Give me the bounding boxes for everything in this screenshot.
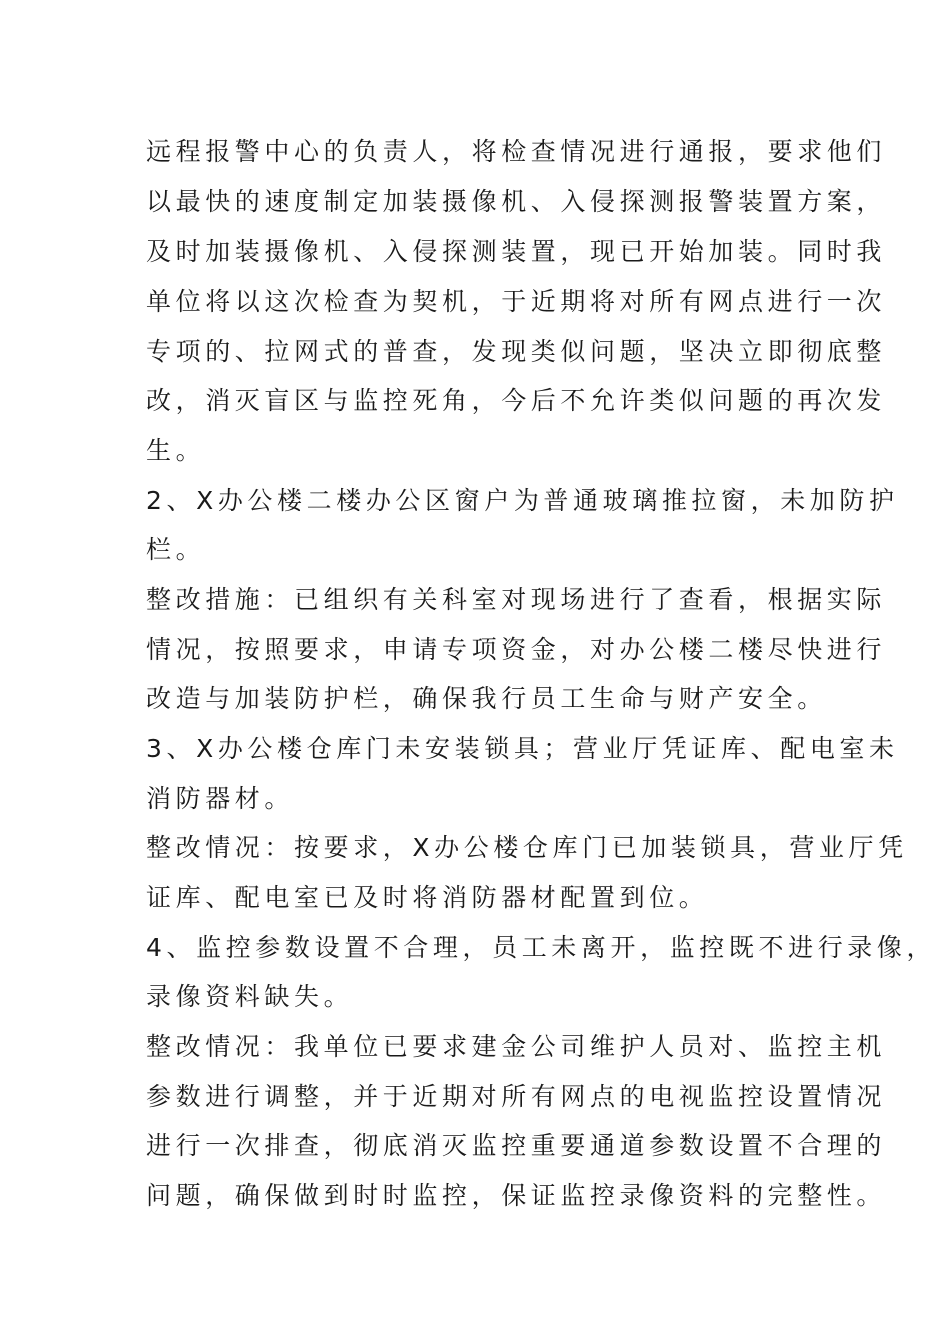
text-line: 以最快的速度制定加装摄像机、入侵探测报警装置方案， xyxy=(146,187,887,216)
text-line: 及时加装摄像机、入侵探测装置，现已开始加装。同时我 xyxy=(146,237,887,266)
text-line: 改，消灭盲区与监控死角，今后不允许类似问题的再次发 xyxy=(146,386,887,415)
text-line: 远程报警中心的负责人，将检查情况进行通报，要求他们 xyxy=(146,137,887,166)
text-line: 栏。 xyxy=(146,535,206,564)
text-line: 3、X办公楼仓库门未安装锁具；营业厅凭证库、配电室未 xyxy=(146,734,899,763)
text-line: 生。 xyxy=(146,436,206,465)
text-line: 整改情况：我单位已要求建金公司维护人员对、监控主机 xyxy=(146,1032,887,1061)
text-line: 问题，确保做到时时监控，保证监控录像资料的完整性。 xyxy=(146,1181,887,1210)
text-line: 整改情况：按要求，X办公楼仓库门已加装锁具，营业厅凭 xyxy=(146,833,908,862)
text-line: 2、X办公楼二楼办公区窗户为普通玻璃推拉窗，未加防护 xyxy=(146,486,899,515)
text-line: 改造与加装防护栏，确保我行员工生命与财产安全。 xyxy=(146,684,827,713)
text-line: 录像资料缺失。 xyxy=(146,982,354,1011)
text-line: 证库、配电室已及时将消防器材配置到位。 xyxy=(146,883,709,912)
text-line: 参数进行调整，并于近期对所有网点的电视监控设置情况 xyxy=(146,1082,887,1111)
text-line: 专项的、拉网式的普查，发现类似问题，坚决立即彻底整 xyxy=(146,337,887,366)
text-line: 消防器材。 xyxy=(146,784,295,813)
text-line: 进行一次排查，彻底消灭监控重要通道参数设置不合理的 xyxy=(146,1131,887,1160)
text-line: 整改措施：已组织有关科室对现场进行了查看，根据实际 xyxy=(146,585,887,614)
text-line: 4、监控参数设置不合理，员工未离开，监控既不进行录像， xyxy=(146,933,937,962)
text-line: 单位将以这次检查为契机，于近期将对所有网点进行一次 xyxy=(146,287,887,316)
text-line: 情况，按照要求，申请专项资金，对办公楼二楼尽快进行 xyxy=(146,635,887,664)
